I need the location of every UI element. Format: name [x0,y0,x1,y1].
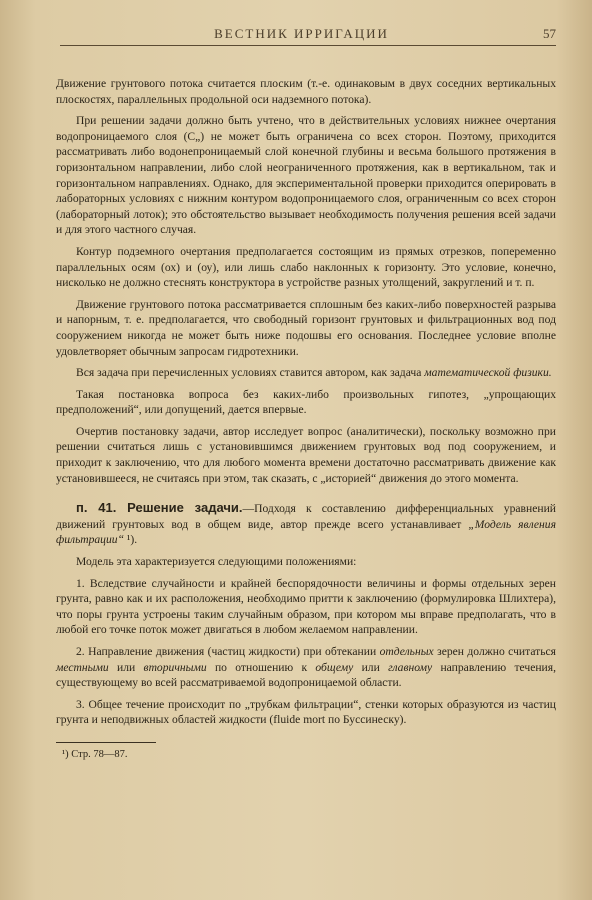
list-item-3: 3. Общее течение происходит по „трубкам фильтрации“, стенки которых образуются из частиц грунта и неподвижных областей жидкости (fluide mort по Буссинеску). [56,697,556,727]
item2-text-b: зерен должно считаться [433,645,557,658]
item2-text-f: направлению течения, существующему во всей рассматриваемой водопроницаемой области. [56,660,556,690]
footnote: ¹) Стр. 78—87. [62,748,128,760]
paragraph-5-text: Вся задача при перечисленных условиях ставится автором, как задача [76,366,425,380]
running-header [60,26,556,46]
paragraph-4: Движение грунтового потока рассматривается сплошным без каких-либо поверхностей разрыва и напорным, т. е. предполагается, что свободный горизонт грунтовых и фильтрационных вод под сооружением никогда не может быть ниже подошвы его основания. Последнее условие вполне удовлетворяет обычным запросам гидротехники. [56,297,556,358]
item2-em-3: вторичными [143,660,207,674]
article-body [56,76,556,763]
section-text-a: —Подходя к составлению дифференциальных уравнений движений грунтовых вод в общем виде, автор прежде всего устанавливает [56,502,556,531]
item2-text-e: или [353,660,389,674]
paragraph-5 [56,365,556,381]
paragraph-3: Контур подземного очертания предполагается состоящим из прямых отрезков, попеременно параллельных осям (ох) и (оу), или лишь слабо наклонных к горизонту. Это условие, конечно, нисколько не должно стеснять конструктора в устройстве разных утолщений, закруглений и т. п. [56,244,556,290]
journal-title: ВЕСТНИК ИРРИГАЦИИ [214,26,389,41]
page-number: 57 [543,26,556,41]
paragraph-7: Очертив постановку задачи, автор исследует вопрос (аналитически), поскольку возможно при решении считаться лишь с установившимся движением грунтовых вод под сооружением, и приходит к заключению, что для любого момента времени достаточно рассматривать движение как установившееся, не считаясь при этом, так сказать, с „историей“ движения до этого момента. [56,424,556,485]
item2-em-1: отдельных [379,645,434,658]
footnote-rule [56,742,156,743]
item2-em-5: главному [388,660,433,674]
section-41 [56,500,556,548]
section-text-b: ¹). [124,533,138,547]
section-emphasis: „Модель явления фильтрации“ [56,517,556,547]
paragraph-1: Движение грунтового потока считается плоским (т.-е. одинаковым в двух соседних вертикальных плоскостях, параллельных продольной оси надземного потока). [56,77,556,106]
list-item-2 [56,644,556,691]
paragraph-5-emphasis: математической физики. [424,366,552,380]
paragraph-8: Модель эта характеризуется следующими положениями: [76,555,357,569]
item2-text-d: по отношению к [206,660,316,674]
list-item-1: 1. Вследствие случайности и крайней беспорядочности величины и формы отдельных зерен грунта, равно как и их расположения, необходимо притти к заключению (формулировка Шлихтера), что поры грунта устроены таким случайным образом, при котором мы вправе предполагать, что в любой его точке поток может двигаться в любом желаемом направлении. [56,576,556,637]
paragraph-2: При решении задачи должно быть учтено, что в действительных условиях нижнее очертания водопроницаемого слоя (C„) не может быть ограничена со всех сторон. Поэтому, приходится рассматривать либо водонепроницаемый слой конечной глубины и весьма большого протяжения в горизонтальном направлении, либо слой неограниченного протяжения, как в вертикальном, так и горизонтальном направлениях. Однако, для экспериментальной проверки приходится оперировать в лабораторных условиях с нижним контуром водопроницаемого слоя, ограниченным со всех сторон (лабораторный лоток); это обстоятельство вызывает необходимость получения решения всей задачи и для этого частного случая. [56,114,556,237]
item2-em-4: общему [315,660,354,674]
paragraph-6: Такая постановка вопроса без каких-либо произвольных гипотез, „упрощающих предположений“, или допущений, дается впервые. [56,387,556,417]
item2-text-c: или [108,660,144,674]
item2-text-a: 2. Направление движения (частиц жидкости) при обтекании [76,645,380,658]
section-heading: п. 41. Решение задачи. [76,500,243,516]
item2-em-2: местными [56,660,109,674]
